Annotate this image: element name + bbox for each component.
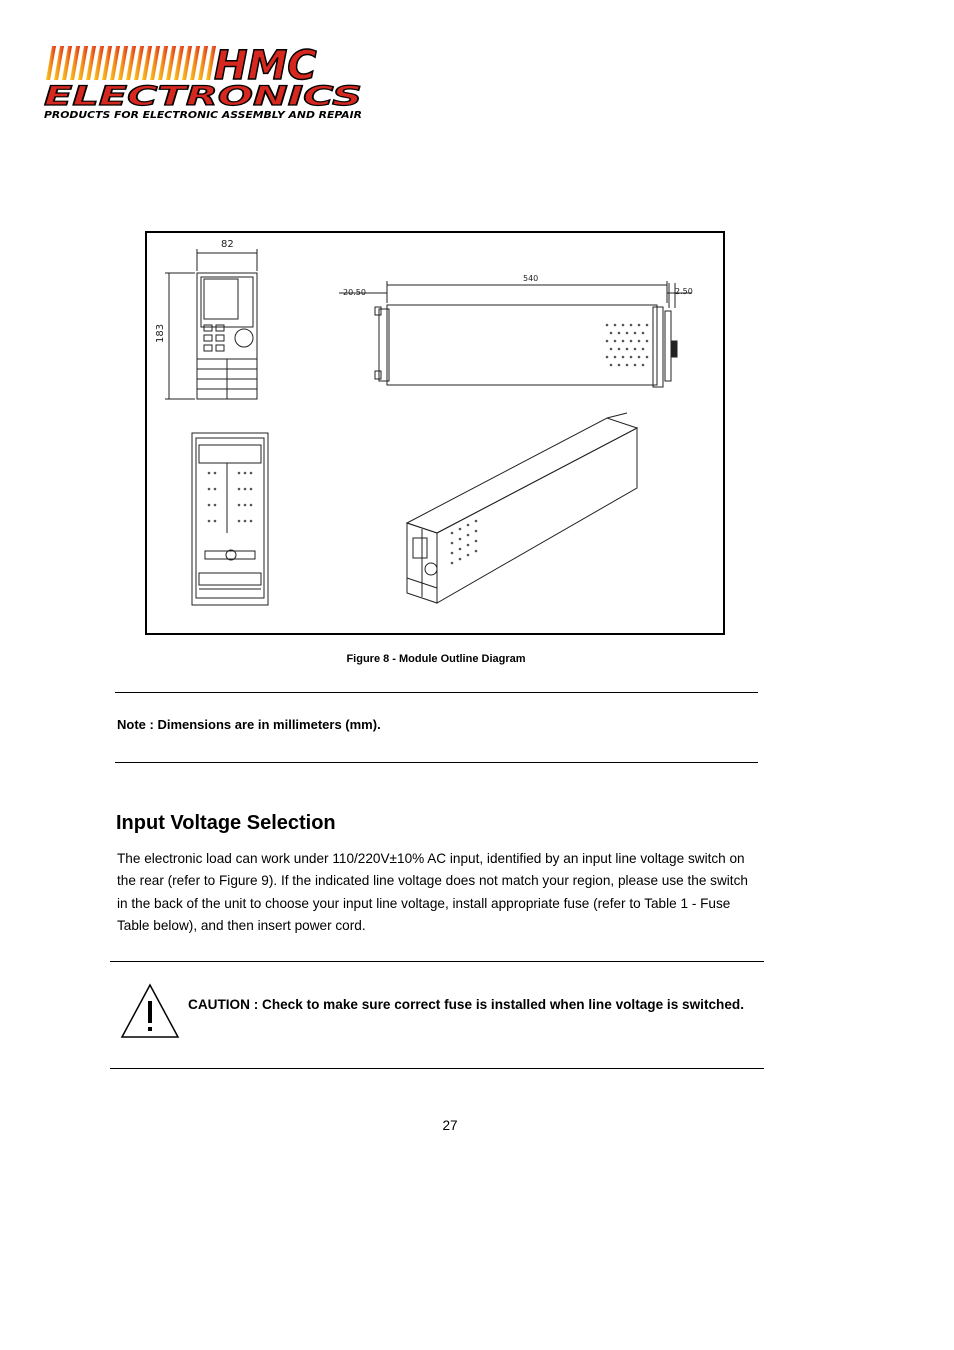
page-number: 27 [442,1118,458,1133]
caution-text: CAUTION : Check to make sure correct fuse is installed when line voltage is switched. [188,997,744,1012]
section-body: The electronic load can work under 110/220V±10% AC input, identified by an input line voltage switch on the rear (refer to Figure 9). If the indicated line voltage does not match your region, please use the switch in the back of the unit to choose your input line voltage, install appropriate fuse (refer to Table 1 - Fuse Table below), and then insert power cord. [117,851,748,933]
side-view-drawing [339,281,692,387]
front-view-drawing [165,249,257,399]
dim-front-label: 20.50 [343,288,366,297]
vent-dots [208,324,649,565]
module-outline-figure [145,231,725,635]
isometric-view-drawing [407,413,637,603]
figure-caption: Figure 8 - Module Outline Diagram [346,653,526,665]
dim-length-label: 540 [523,274,539,283]
caution-bottom-rule [110,1068,764,1069]
module-outline-drawing [147,233,723,633]
logo-hmc-text: HMC [214,43,317,89]
caution-top-rule [110,961,764,962]
note-bottom-rule [115,762,758,763]
dim-height-label: 183 [155,323,166,343]
section-title: Input Voltage Selection [116,812,336,834]
warning-icon [120,983,180,1039]
note-text: Note : Dimensions are in millimeters (mm). [117,717,381,732]
dim-width-label: 82 [221,239,234,250]
hmc-electronics-logo [42,42,367,122]
logo-electronics-text: ELECTRONICS [44,81,362,112]
rear-view-drawing [192,433,268,605]
logo-tagline: PRODUCTS FOR ELECTRONIC ASSEMBLY AND REPAIR [44,110,363,121]
dim-rear-label: 2.50 [675,287,693,296]
note-top-rule [115,692,758,693]
